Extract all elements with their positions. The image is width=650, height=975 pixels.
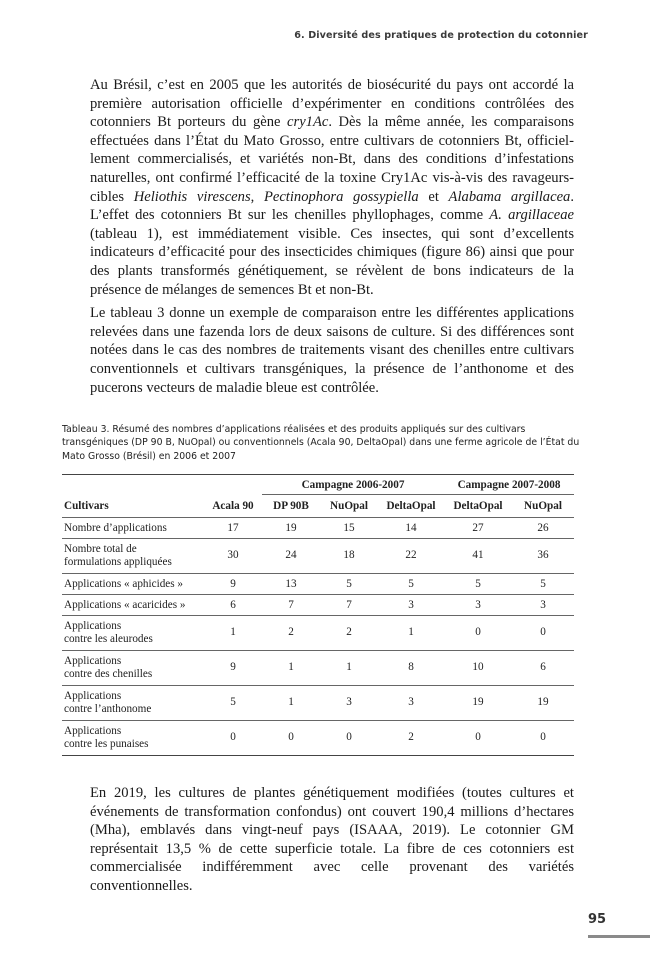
text-run: Au Brésil, c’est en 2005 que les autorités de biosécurité du pays ont accordé la première autorisation officielle d’expérimenter en conditions contrôlées des cotonniers Bt porteurs du gène [90, 77, 574, 131]
row-label [62, 595, 204, 616]
table-cell: 19 [444, 686, 512, 721]
table-cell: 27 [444, 518, 512, 539]
row-label-line: Applications [64, 724, 122, 737]
campaign-header-row [62, 475, 574, 495]
table-cell: 5 [444, 574, 512, 595]
column-header: NuOpal [524, 500, 562, 512]
table-cell: 9 [204, 574, 262, 595]
row-label [62, 651, 204, 686]
table-cell: 2 [378, 721, 444, 756]
row-label-line: Applications [64, 689, 122, 702]
table-cell: 5 [320, 574, 378, 595]
italic-term: Alabama argillacea [448, 188, 571, 205]
table-caption: Tableau 3. Résumé des nombres d’applications réalisées et des produits appliqués sur des cultivars transgéniques (DP 90 B, NuOpal) ou conventionnels (Acala 90, DeltaOpal) dans une ferme agricole de l’État du Mato Grosso (Brésil) en 2006 et 2007 [62, 424, 580, 462]
table-cell: 1 [262, 686, 320, 721]
table-cell: 13 [262, 574, 320, 595]
table-cell: 2 [320, 616, 378, 651]
table-row [62, 595, 574, 616]
table-cell: 8 [378, 651, 444, 686]
body-text-bottom [90, 784, 574, 896]
table-cell: 5 [512, 574, 574, 595]
text-run: et [418, 188, 449, 205]
row-label-line: contre les punaises [64, 738, 149, 750]
table-cell: 9 [204, 651, 262, 686]
row-label [62, 518, 204, 539]
row-label-line: contre des chenilles [64, 668, 153, 680]
table-cell: 0 [512, 616, 574, 651]
paragraph-bt-brazil [90, 76, 574, 299]
column-header: NuOpal [330, 500, 368, 512]
table-cell: 0 [204, 721, 262, 756]
column-header: DP 90B [273, 500, 309, 512]
italic-term: cry1Ac [287, 114, 329, 131]
table-cell: 3 [378, 686, 444, 721]
row-label [62, 686, 204, 721]
table-cell: 3 [320, 686, 378, 721]
table-cell: 30 [204, 539, 262, 574]
table-cell: 2 [262, 616, 320, 651]
table-row [62, 686, 574, 721]
row-label-line: Applications [64, 654, 122, 667]
table-cell: 5 [378, 574, 444, 595]
table-cell: 1 [204, 616, 262, 651]
applications-table [62, 474, 574, 756]
paragraph-table-intro: Le tableau 3 donne un exemple de comparaison entre les différentes applications relevées dans une fazenda lors de deux saisons de culture. Si des différences sont notées dans le cas des nombres de traitements visant des chenilles entre cultivars conventionnels et cultivars transgéniques, la présence de l’anthonome et des pucerons vecteurs de maladie bleue est contrôlée. [90, 305, 574, 396]
row-label [62, 616, 204, 651]
table-cell: 0 [262, 721, 320, 756]
table-cell: 3 [444, 595, 512, 616]
page-number: 95 [588, 912, 607, 927]
table-cell: 19 [262, 518, 320, 539]
italic-term: A. argillaceae [489, 207, 575, 224]
table-cell: 7 [262, 595, 320, 616]
table-row [62, 651, 574, 686]
row-label-line: contre l’anthonome [64, 703, 152, 715]
row-label-line: contre les aleurodes [64, 633, 153, 645]
page-number-rule [588, 935, 650, 938]
table-cell: 22 [378, 539, 444, 574]
italic-term: Pectinophora gossypiella [263, 188, 419, 205]
column-header: DeltaOpal [453, 500, 503, 512]
table-cell: 19 [512, 686, 574, 721]
table-cell: 6 [512, 651, 574, 686]
table-cell: 6 [204, 595, 262, 616]
table-cell: 41 [444, 539, 512, 574]
table-row [62, 721, 574, 756]
table-row [62, 539, 574, 574]
table-cell: 14 [378, 518, 444, 539]
row-label-line: Nombre total de [64, 542, 137, 555]
row-label [62, 539, 204, 574]
table-cell: 0 [444, 721, 512, 756]
row-label-line: Nombre d’applications [64, 522, 167, 534]
running-head: 6. Diversité des pratiques de protection du cotonnier [294, 30, 588, 41]
text-run: . Dès la même année, les comparaisons effectuées dans l’État du Mato Grosso, entre cultivars de cotonniers Bt, officiellement commercialisés, et variétés non-Bt, dans des conditions d’infestations naturelles, ont confirmé l’efficacité de la toxine Cry1Ac vis-à-vis des ravageurs-cibles [90, 114, 574, 205]
table-cell: 18 [320, 539, 378, 574]
table-cell: 0 [444, 616, 512, 651]
table-cell: 17 [204, 518, 262, 539]
row-label-line: Applications « acaricides » [64, 599, 186, 611]
table-row [62, 518, 574, 539]
row-label-line: formulations appliquées [64, 556, 172, 568]
table-cell: 3 [378, 595, 444, 616]
table-cell: 0 [512, 721, 574, 756]
body-text-top [90, 76, 574, 402]
table-cell: 1 [378, 616, 444, 651]
row-label [62, 574, 204, 595]
table-cell: 1 [262, 651, 320, 686]
table-cell: 0 [320, 721, 378, 756]
table-cell: 24 [262, 539, 320, 574]
italic-term: Heliothis virescens [133, 188, 251, 205]
column-header: Cultivars [64, 499, 109, 512]
table-cell: 5 [204, 686, 262, 721]
row-label-line: Applications « aphicides » [64, 578, 183, 590]
table-cell: 3 [512, 595, 574, 616]
table-row [62, 616, 574, 651]
paragraph-gm-2019: En 2019, les cultures de plantes génétiquement modifiées (toutes cultures et événements de transformation confondus) ont couvert 190,4 millions d’hectares (Mha), emblavés dans vingt-neuf pays (ISAAA, 2019). Le cotonnier GM représentait 13,5 % de cette superficie totale. La fibre de ces cotonniers est commercialisée indifféremment avec celle provenant des variétés conventionnelles. [90, 785, 574, 894]
column-header: Acala 90 [212, 499, 254, 512]
text-run: . L’effet des cotonniers Bt sur les chenilles phyllophages, comme [90, 188, 574, 224]
campaign-2006-2007: Campagne 2006-2007 [262, 475, 444, 495]
table-cell: 10 [444, 651, 512, 686]
row-label [62, 721, 204, 756]
table-cell: 1 [320, 651, 378, 686]
table-cell: 36 [512, 539, 574, 574]
table-cell: 26 [512, 518, 574, 539]
table-cell: 7 [320, 595, 378, 616]
row-label-line: Applications [64, 619, 122, 632]
table-row [62, 574, 574, 595]
table-cell: 15 [320, 518, 378, 539]
text-run: (tableau 1), est immédiatement visible. Ces insectes, qui sont d’excellents indicateurs d’efficacité pour des insecticides chimiques (figure 86) ainsi que pour des plants transformés génétiquement, se révèlent de bons indicateurs de la présence de mélanges de semences Bt et non-Bt. [90, 225, 574, 298]
column-header-row [62, 495, 574, 518]
campaign-2007-2008: Campagne 2007-2008 [444, 475, 574, 495]
column-header: DeltaOpal [386, 500, 436, 512]
text-run: , [250, 188, 264, 205]
